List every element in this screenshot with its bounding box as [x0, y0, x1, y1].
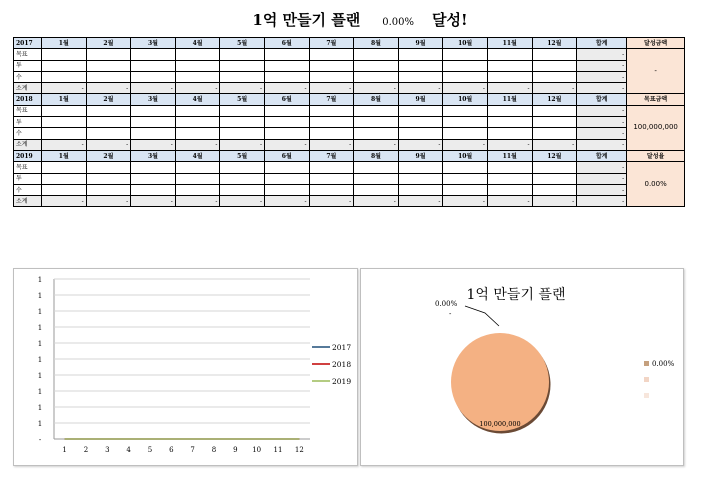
month-header: 11월: [487, 150, 532, 161]
data-row: [14, 128, 685, 139]
title-text: 1억 만들기 플랜: [252, 11, 361, 29]
month-header: 7월: [309, 150, 354, 161]
cell[interactable]: -: [398, 139, 443, 150]
month-header: 2월: [86, 38, 131, 49]
cell[interactable]: [398, 173, 443, 184]
row-label: 소계: [14, 139, 42, 150]
cell[interactable]: -: [443, 139, 488, 150]
cell[interactable]: [398, 184, 443, 195]
month-header: 7월: [309, 38, 354, 49]
cell[interactable]: -: [487, 83, 532, 94]
cell[interactable]: [309, 128, 354, 139]
cell[interactable]: [220, 173, 265, 184]
cell[interactable]: [264, 71, 309, 82]
cell[interactable]: -: [175, 196, 220, 207]
cell[interactable]: [42, 60, 87, 71]
title-suffix: 달성!: [432, 11, 468, 29]
cell[interactable]: [309, 60, 354, 71]
cell[interactable]: -: [175, 83, 220, 94]
cell[interactable]: -: [264, 83, 309, 94]
cell[interactable]: [220, 105, 265, 116]
month-header: 9월: [398, 38, 443, 49]
line-chart-panel[interactable]: [13, 268, 358, 466]
month-header: 9월: [398, 150, 443, 161]
cell[interactable]: -: [220, 196, 265, 207]
month-header: 6월: [264, 38, 309, 49]
cell[interactable]: -: [309, 196, 354, 207]
cell[interactable]: -: [86, 196, 131, 207]
cell[interactable]: [131, 117, 176, 128]
cell[interactable]: -: [42, 196, 87, 207]
data-row: [14, 184, 685, 195]
cell[interactable]: [398, 105, 443, 116]
cell[interactable]: [354, 60, 399, 71]
month-header: 10월: [443, 38, 488, 49]
cell[interactable]: [532, 117, 577, 128]
cell[interactable]: [175, 128, 220, 139]
x-tick-label: 8: [211, 446, 217, 454]
data-row: [14, 60, 685, 71]
side-header: 달성율: [627, 150, 685, 161]
side-value: -: [627, 49, 685, 94]
pie-slice: [451, 333, 549, 431]
cell[interactable]: [131, 105, 176, 116]
total-cell[interactable]: -: [577, 128, 627, 139]
cell[interactable]: -: [131, 196, 176, 207]
cell[interactable]: -: [532, 196, 577, 207]
month-header: 3월: [131, 38, 176, 49]
cell[interactable]: -: [354, 196, 399, 207]
x-tick-label: 3: [105, 446, 110, 454]
cell[interactable]: [86, 60, 131, 71]
month-header: 6월: [264, 94, 309, 105]
month-header: 3월: [131, 150, 176, 161]
cell[interactable]: [532, 184, 577, 195]
cell[interactable]: [398, 71, 443, 82]
side-header: 달성금액: [627, 38, 685, 49]
y-tick-label: 1: [37, 276, 43, 284]
cell[interactable]: [264, 105, 309, 116]
month-header: 1월: [42, 38, 87, 49]
cell[interactable]: [264, 128, 309, 139]
month-header: 4월: [175, 94, 220, 105]
month-header: 2월: [86, 94, 131, 105]
month-header: 2월: [86, 150, 131, 161]
year-header-row: [14, 150, 685, 161]
cell[interactable]: [42, 49, 87, 60]
data-row: [14, 49, 685, 60]
cell[interactable]: -: [309, 83, 354, 94]
row-label: 수: [14, 128, 42, 139]
cell[interactable]: [309, 173, 354, 184]
pie-legend-swatch: [644, 377, 649, 382]
y-tick-label: 1: [37, 372, 43, 380]
cell[interactable]: -: [443, 83, 488, 94]
data-row: [14, 173, 685, 184]
total-cell[interactable]: -: [577, 105, 627, 116]
cell[interactable]: [309, 162, 354, 173]
month-header: 1월: [42, 150, 87, 161]
cell[interactable]: [42, 184, 87, 195]
y-tick-label: 1: [37, 324, 43, 332]
month-header: 3월: [131, 94, 176, 105]
cell[interactable]: [131, 173, 176, 184]
total-cell[interactable]: -: [577, 60, 627, 71]
x-tick-label: 5: [147, 446, 153, 454]
cell[interactable]: [220, 60, 265, 71]
month-header: 12월: [532, 150, 577, 161]
cell[interactable]: -: [42, 83, 87, 94]
cell[interactable]: [443, 162, 488, 173]
cell[interactable]: [309, 117, 354, 128]
cell[interactable]: [42, 173, 87, 184]
cell[interactable]: [220, 184, 265, 195]
cell[interactable]: [443, 49, 488, 60]
total-cell[interactable]: -: [577, 196, 627, 207]
legend-label-2018: 2018: [332, 360, 352, 369]
month-header: 8월: [354, 38, 399, 49]
cell[interactable]: -: [532, 83, 577, 94]
cell[interactable]: [532, 49, 577, 60]
cell[interactable]: [443, 71, 488, 82]
x-tick-label: 7: [190, 446, 195, 454]
row-label: 목표: [14, 162, 42, 173]
cell[interactable]: [175, 105, 220, 116]
cell[interactable]: [487, 71, 532, 82]
cell[interactable]: [42, 71, 87, 82]
cell[interactable]: [309, 184, 354, 195]
page-title: [0, 8, 720, 32]
month-header: 12월: [532, 94, 577, 105]
year-label: 2019: [14, 150, 42, 161]
cell[interactable]: [131, 60, 176, 71]
cell[interactable]: [86, 105, 131, 116]
cell[interactable]: -: [354, 83, 399, 94]
x-tick-label: 12: [294, 446, 304, 454]
row-label: 목표: [14, 105, 42, 116]
row-label: 수: [14, 184, 42, 195]
cell[interactable]: [175, 117, 220, 128]
cell[interactable]: -: [443, 196, 488, 207]
cell[interactable]: [398, 162, 443, 173]
cell[interactable]: [487, 128, 532, 139]
cell[interactable]: [220, 117, 265, 128]
x-tick-label: 6: [169, 446, 174, 454]
cell[interactable]: [443, 173, 488, 184]
total-cell[interactable]: -: [577, 173, 627, 184]
cell[interactable]: [398, 49, 443, 60]
cell[interactable]: [264, 49, 309, 60]
x-tick-label: 1: [62, 446, 67, 454]
legend-label-2017: 2017: [332, 343, 352, 352]
cell[interactable]: -: [264, 196, 309, 207]
total-cell[interactable]: -: [577, 71, 627, 82]
month-header: 10월: [443, 150, 488, 161]
pie-title: 1억 만들기 플랜: [466, 287, 566, 303]
cell[interactable]: [532, 60, 577, 71]
y-tick-label: 1: [37, 404, 43, 412]
cell[interactable]: [175, 49, 220, 60]
legend-label-2019: 2019: [332, 377, 352, 386]
cell[interactable]: [131, 184, 176, 195]
cell[interactable]: [175, 184, 220, 195]
x-tick-label: 10: [252, 446, 262, 454]
cell[interactable]: [220, 71, 265, 82]
cell[interactable]: [443, 105, 488, 116]
cell[interactable]: [532, 128, 577, 139]
cell[interactable]: [354, 162, 399, 173]
row-label: 투: [14, 60, 42, 71]
cell[interactable]: [264, 173, 309, 184]
month-header: 5월: [220, 94, 265, 105]
year-header-row: [14, 38, 685, 49]
cell[interactable]: [398, 117, 443, 128]
y-tick-label: 1: [37, 308, 43, 316]
line-chart: [14, 269, 357, 465]
y-tick-label: 1: [37, 388, 43, 396]
cell[interactable]: [354, 128, 399, 139]
month-header: 8월: [354, 150, 399, 161]
cell[interactable]: [131, 128, 176, 139]
data-row: [14, 117, 685, 128]
subtotal-row: [14, 83, 685, 94]
side-value: 100,000,000: [627, 105, 685, 150]
cell[interactable]: -: [175, 139, 220, 150]
cell[interactable]: [42, 162, 87, 173]
y-tick-label: -: [38, 436, 42, 444]
cell[interactable]: [443, 60, 488, 71]
row-label: 목표: [14, 49, 42, 60]
month-header: 4월: [175, 38, 220, 49]
month-header: 6월: [264, 150, 309, 161]
cell[interactable]: -: [532, 139, 577, 150]
cell[interactable]: -: [220, 139, 265, 150]
cell[interactable]: -: [354, 139, 399, 150]
pie-legend-swatch: [644, 361, 649, 366]
cell[interactable]: [309, 49, 354, 60]
cell[interactable]: [264, 184, 309, 195]
cell[interactable]: -: [131, 139, 176, 150]
cell[interactable]: [443, 128, 488, 139]
cell[interactable]: [42, 117, 87, 128]
data-row: [14, 71, 685, 82]
month-header: 1월: [42, 94, 87, 105]
cell[interactable]: [175, 71, 220, 82]
data-row: [14, 162, 685, 173]
cell[interactable]: [264, 60, 309, 71]
month-header: 10월: [443, 94, 488, 105]
total-header: 합계: [577, 150, 627, 161]
month-header: 11월: [487, 94, 532, 105]
total-header: 합계: [577, 38, 627, 49]
x-tick-label: 9: [233, 446, 238, 454]
cell[interactable]: [86, 128, 131, 139]
cell[interactable]: [309, 105, 354, 116]
x-tick-label: 2: [83, 446, 89, 454]
month-header: 12월: [532, 38, 577, 49]
cell[interactable]: -: [131, 83, 176, 94]
month-header: 5월: [220, 38, 265, 49]
cell[interactable]: [443, 117, 488, 128]
row-label: 투: [14, 173, 42, 184]
pie-chart-panel[interactable]: [360, 268, 684, 466]
cell[interactable]: -: [42, 139, 87, 150]
month-header: 9월: [398, 94, 443, 105]
cell[interactable]: [487, 173, 532, 184]
cell[interactable]: [532, 105, 577, 116]
row-label: 투: [14, 117, 42, 128]
title-rate: 0.00%: [382, 17, 415, 28]
month-header: 4월: [175, 150, 220, 161]
cell[interactable]: [131, 49, 176, 60]
cell[interactable]: [532, 173, 577, 184]
cell[interactable]: [220, 128, 265, 139]
x-tick-label: 11: [273, 446, 283, 454]
year-label: 2017: [14, 38, 42, 49]
subtotal-row: [14, 196, 685, 207]
cell[interactable]: [532, 162, 577, 173]
cell[interactable]: [220, 49, 265, 60]
cell[interactable]: [86, 117, 131, 128]
cell[interactable]: -: [86, 139, 131, 150]
cell[interactable]: -: [309, 139, 354, 150]
pie-chart: [361, 269, 683, 465]
y-tick-label: 1: [37, 340, 43, 348]
total-cell[interactable]: -: [577, 117, 627, 128]
side-value: 0.00%: [627, 162, 685, 207]
y-tick-label: 1: [37, 356, 43, 364]
cell[interactable]: -: [220, 83, 265, 94]
plan-table: [13, 37, 685, 207]
cell[interactable]: -: [487, 196, 532, 207]
cell[interactable]: [175, 173, 220, 184]
cell[interactable]: -: [86, 83, 131, 94]
cell[interactable]: -: [487, 139, 532, 150]
pie-outside-label: 0.00%: [435, 300, 458, 308]
cell[interactable]: [86, 162, 131, 173]
month-header: 11월: [487, 38, 532, 49]
cell[interactable]: [398, 60, 443, 71]
cell[interactable]: -: [398, 196, 443, 207]
cell[interactable]: -: [264, 139, 309, 150]
cell[interactable]: [354, 184, 399, 195]
cell[interactable]: [86, 173, 131, 184]
pie-legend-label: 0.00%: [652, 360, 675, 368]
cell[interactable]: [443, 184, 488, 195]
month-header: 7월: [309, 94, 354, 105]
cell[interactable]: [86, 71, 131, 82]
year-header-row: [14, 94, 685, 105]
pie-legend-swatch: [644, 393, 649, 398]
row-label: 소계: [14, 196, 42, 207]
cell[interactable]: [354, 49, 399, 60]
pie-outside-sub: -: [449, 310, 452, 318]
cell[interactable]: [487, 60, 532, 71]
total-cell[interactable]: -: [577, 184, 627, 195]
cell[interactable]: [175, 162, 220, 173]
subtotal-row: [14, 139, 685, 150]
side-header: 목표금액: [627, 94, 685, 105]
row-label: 소계: [14, 83, 42, 94]
month-header: 5월: [220, 150, 265, 161]
cell[interactable]: [131, 162, 176, 173]
y-tick-label: 1: [37, 292, 43, 300]
cell[interactable]: [398, 128, 443, 139]
y-tick-label: 1: [37, 420, 43, 428]
x-tick-label: 4: [126, 446, 131, 454]
cell[interactable]: [264, 117, 309, 128]
cell[interactable]: [487, 105, 532, 116]
pie-slice-label: 100,000,000: [479, 420, 521, 428]
total-cell[interactable]: -: [577, 49, 627, 60]
cell[interactable]: [354, 173, 399, 184]
month-header: 8월: [354, 94, 399, 105]
total-cell[interactable]: -: [577, 162, 627, 173]
cell[interactable]: [42, 105, 87, 116]
data-row: [14, 105, 685, 116]
cell[interactable]: [532, 71, 577, 82]
cell[interactable]: [264, 162, 309, 173]
cell[interactable]: [354, 105, 399, 116]
year-label: 2018: [14, 94, 42, 105]
cell[interactable]: [175, 60, 220, 71]
cell[interactable]: [42, 128, 87, 139]
cell[interactable]: [487, 162, 532, 173]
cell[interactable]: [487, 49, 532, 60]
cell[interactable]: -: [398, 83, 443, 94]
cell[interactable]: [487, 184, 532, 195]
cell[interactable]: [354, 71, 399, 82]
pie-leader-line: [465, 306, 499, 326]
total-cell[interactable]: -: [577, 83, 627, 94]
total-cell[interactable]: -: [577, 139, 627, 150]
cell[interactable]: [220, 162, 265, 173]
cell[interactable]: [354, 117, 399, 128]
cell[interactable]: [131, 71, 176, 82]
cell[interactable]: [309, 71, 354, 82]
row-label: 수: [14, 71, 42, 82]
cell[interactable]: [487, 117, 532, 128]
cell[interactable]: [86, 184, 131, 195]
cell[interactable]: [86, 49, 131, 60]
total-header: 합계: [577, 94, 627, 105]
